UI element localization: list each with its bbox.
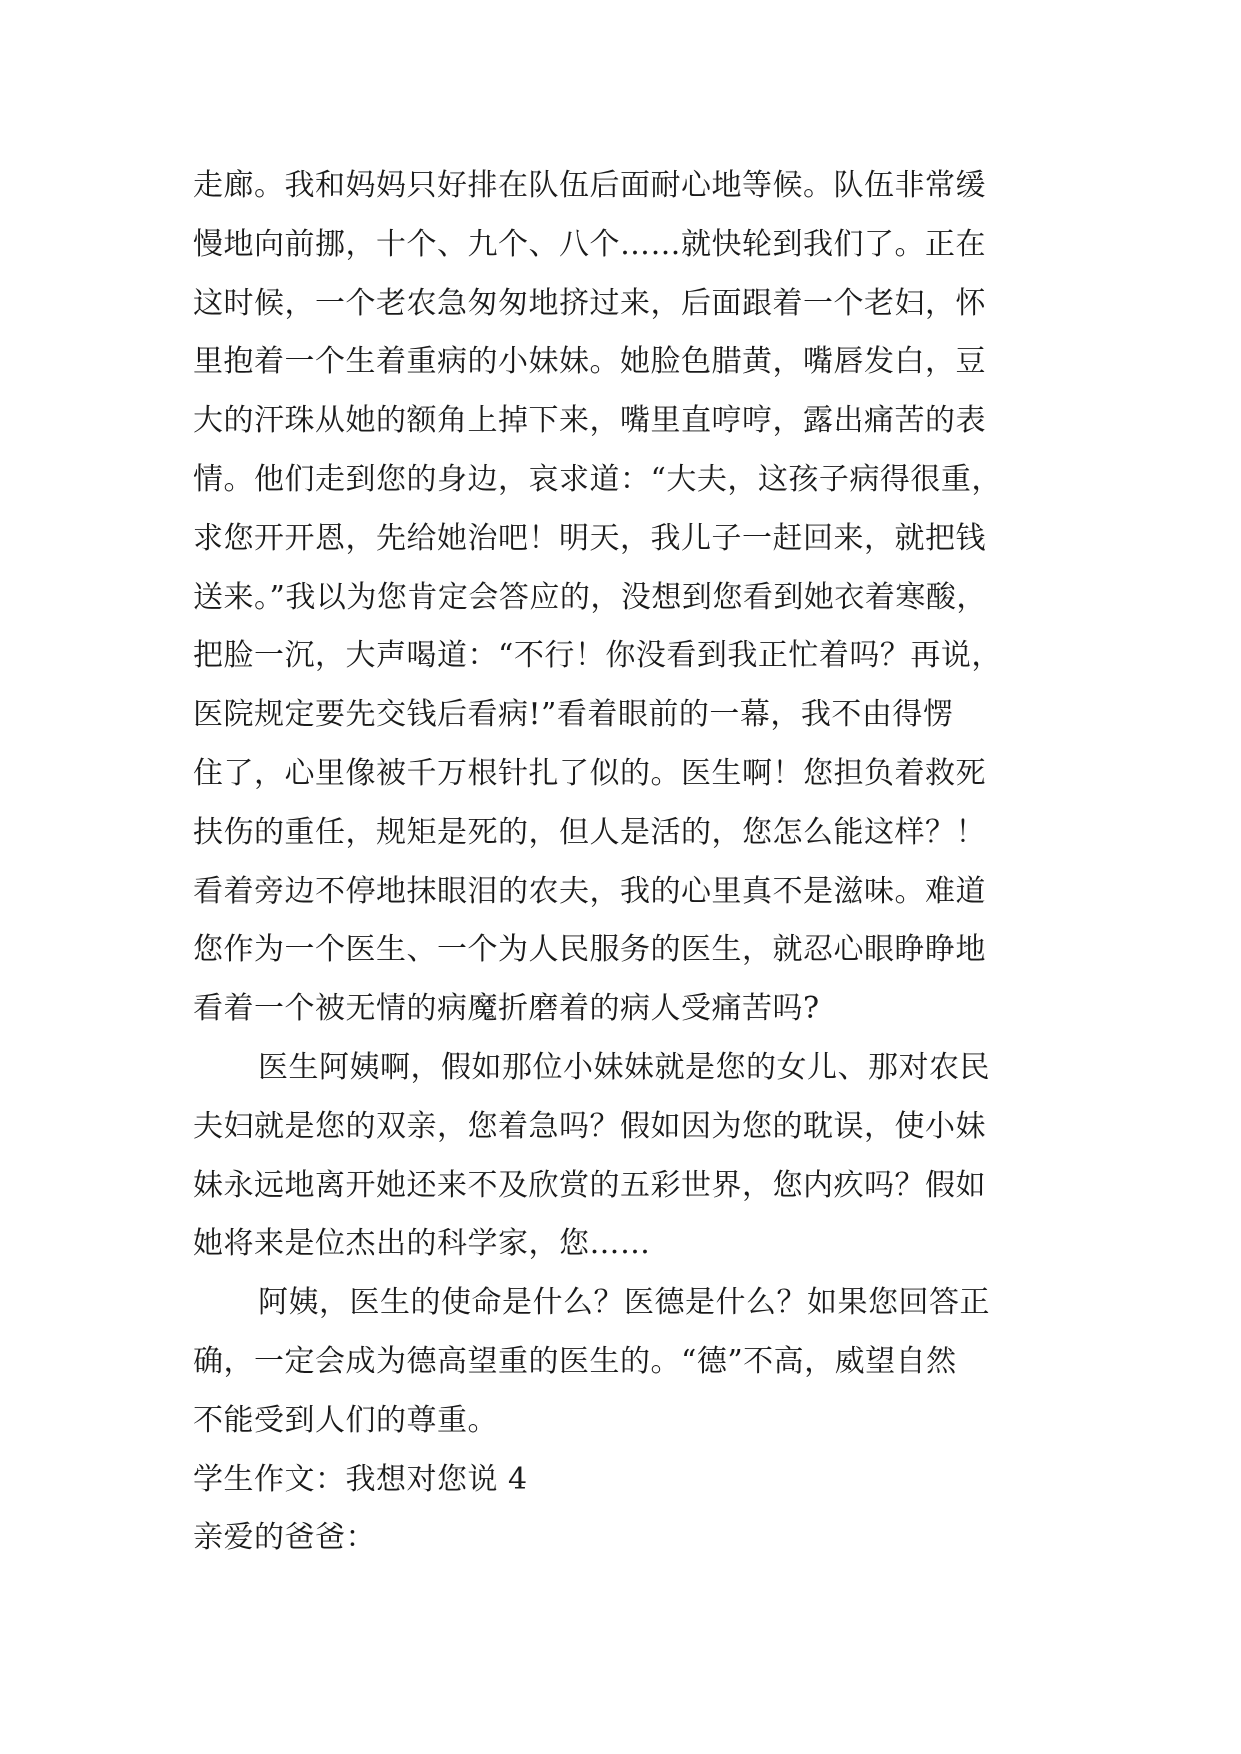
text-line: 走廊。我和妈妈只好排在队伍后面耐心地等候。队伍非常缓 bbox=[193, 168, 986, 203]
text-line: 不能受到人们的尊重。 bbox=[193, 1402, 498, 1438]
text-line: 医院规定要先交钱后看病!”看着眼前的一幕，我不由得愣 bbox=[193, 697, 954, 733]
section-heading: 学生作文：我想对您说 4 bbox=[193, 1461, 528, 1497]
text-line: 看着一个被无情的病魔折磨着的病人受痛苦吗? bbox=[193, 991, 820, 1027]
text-line: 情。他们走到您的身边，哀求道：“大夫，这孩子病得很重， bbox=[193, 461, 1002, 497]
text-line: 这时候，一个老农急匆匆地挤过来，后面跟着一个老妇，怀 bbox=[193, 285, 986, 321]
text-line: 慢地向前挪，十个、九个、八个……就快轮到我们了。正在 bbox=[193, 226, 986, 262]
text-line: 大的汗珠从她的额角上掉下来，嘴里直哼哼，露出痛苦的表 bbox=[193, 403, 986, 439]
text-line: 您作为一个医生、一个为人民服务的医生，就忍心眼睁睁地 bbox=[193, 932, 986, 968]
paragraph-start-line: 阿姨，医生的使命是什么？医德是什么？如果您回答正 bbox=[258, 1285, 990, 1321]
text-line: 她将来是位杰出的科学家，您…… bbox=[193, 1226, 651, 1262]
text-line: 住了，心里像被千万根针扎了似的。医生啊！您担负着救死 bbox=[193, 755, 986, 791]
text-line: 妹永远地离开她还来不及欣赏的五彩世界，您内疚吗？假如 bbox=[193, 1167, 986, 1203]
text-line: 扶伤的重任，规矩是死的，但人是活的，您怎么能这样？！ bbox=[193, 814, 986, 850]
text-line: 把脸一沉，大声喝道：“不行！你没看到我正忙着吗？再说， bbox=[193, 638, 1002, 674]
text-line: 看着旁边不停地抹眼泪的农夫，我的心里真不是滋味。难道 bbox=[193, 873, 986, 909]
document-body bbox=[193, 157, 1053, 1568]
text-line: 里抱着一个生着重病的小妹妹。她脸色腊黄，嘴唇发白，豆 bbox=[193, 344, 986, 380]
letter-salutation: 亲爱的爸爸： bbox=[193, 1520, 376, 1556]
text-line: 确，一定会成为德高望重的医生的。“德”不高，威望自然 bbox=[193, 1343, 957, 1379]
text-line: 求您开开恩，先给她治吧！明天，我儿子一赶回来，就把钱 bbox=[193, 520, 986, 556]
text-line: 送来。”我以为您肯定会答应的，没想到您看到她衣着寒酸， bbox=[193, 579, 987, 615]
paragraph-start-line: 医生阿姨啊，假如那位小妹妹就是您的女儿、那对农民 bbox=[258, 1049, 990, 1085]
text-line: 夫妇就是您的双亲，您着急吗？假如因为您的耽误，使小妹 bbox=[193, 1108, 986, 1144]
